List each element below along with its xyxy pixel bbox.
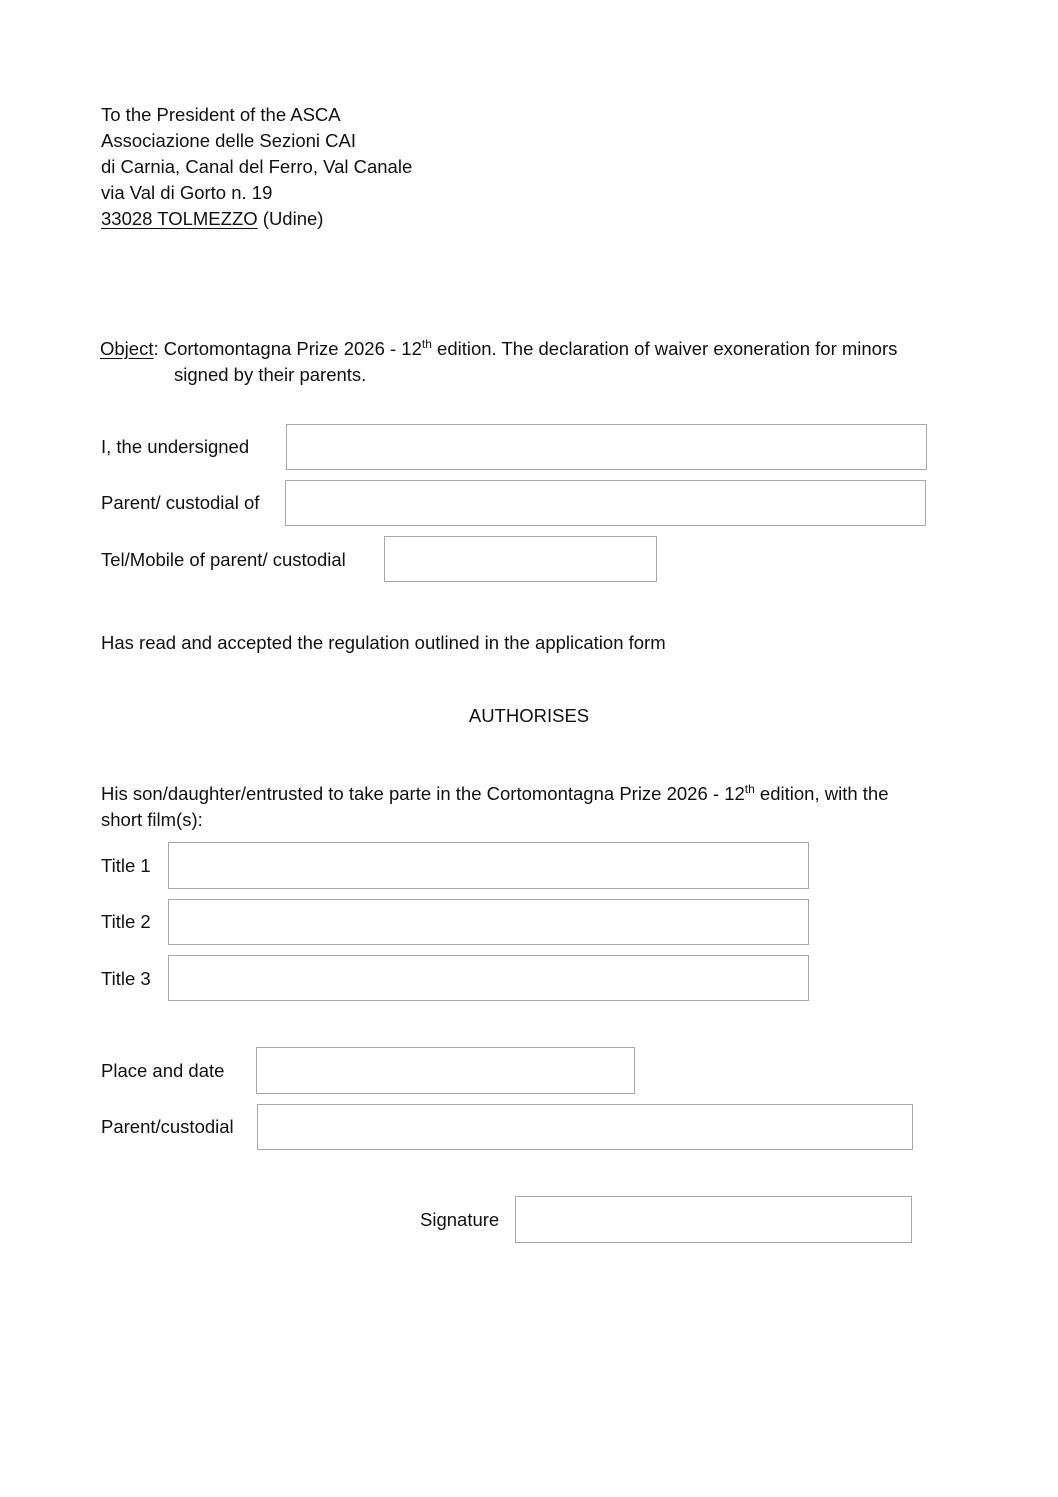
recipient-line-2: Associazione delle Sezioni CAI bbox=[101, 130, 357, 151]
signature-label: Signature bbox=[420, 1209, 500, 1230]
object-line-2: signed by their parents. bbox=[174, 364, 367, 385]
place-date-field[interactable] bbox=[256, 1047, 635, 1094]
recipient-line-1: To the President of the ASCA bbox=[101, 104, 341, 125]
participation-line-1 bbox=[101, 781, 889, 807]
parent-custodial-label: Parent/custodial bbox=[101, 1116, 234, 1137]
object-text: : Cortomontagna Prize 2026 - 12 bbox=[153, 338, 422, 359]
undersigned-label: I, the undersigned bbox=[101, 436, 250, 457]
authorises-heading: AUTHORISES bbox=[468, 705, 590, 726]
title-3-label: Title 3 bbox=[101, 968, 151, 989]
title-1-label: Title 1 bbox=[101, 855, 151, 876]
undersigned-field[interactable] bbox=[286, 424, 927, 470]
recipient-line-5 bbox=[101, 206, 412, 232]
place-date-label: Place and date bbox=[101, 1060, 225, 1081]
phone-label: Tel/Mobile of parent/ custodial bbox=[101, 549, 346, 570]
recipient-line-4: via Val di Gorto n. 19 bbox=[101, 182, 273, 203]
title-3-field[interactable] bbox=[168, 955, 809, 1001]
participation-line-2: short film(s): bbox=[101, 809, 203, 830]
parent-custodial-field[interactable] bbox=[257, 1104, 913, 1150]
title-2-field[interactable] bbox=[168, 899, 809, 945]
parent-of-field[interactable] bbox=[285, 480, 926, 526]
recipient-address bbox=[101, 102, 412, 232]
object-text-continued: edition. The declaration of waiver exoneration for minors bbox=[431, 338, 898, 359]
participation-sup: th bbox=[744, 782, 755, 796]
object-sup: th bbox=[421, 337, 432, 351]
object-line-1 bbox=[100, 336, 897, 362]
recipient-province: (Udine) bbox=[262, 208, 324, 229]
title-2-label: Title 2 bbox=[101, 911, 151, 932]
participation-text-continued: edition, with the bbox=[754, 783, 889, 804]
signature-field[interactable] bbox=[515, 1196, 912, 1243]
participation-text: His son/daughter/entrusted to take parte in the Cortomontagna Prize 2026 - 12 bbox=[101, 783, 745, 804]
phone-field[interactable] bbox=[384, 536, 657, 582]
recipient-postal-city: 33028 TOLMEZZO bbox=[101, 208, 258, 229]
parent-of-label: Parent/ custodial of bbox=[101, 492, 260, 513]
recipient-line-3: di Carnia, Canal del Ferro, Val Canale bbox=[101, 156, 413, 177]
title-1-field[interactable] bbox=[168, 842, 809, 889]
object-label: Object bbox=[100, 338, 154, 359]
accepted-statement: Has read and accepted the regulation outlined in the application form bbox=[101, 632, 666, 653]
